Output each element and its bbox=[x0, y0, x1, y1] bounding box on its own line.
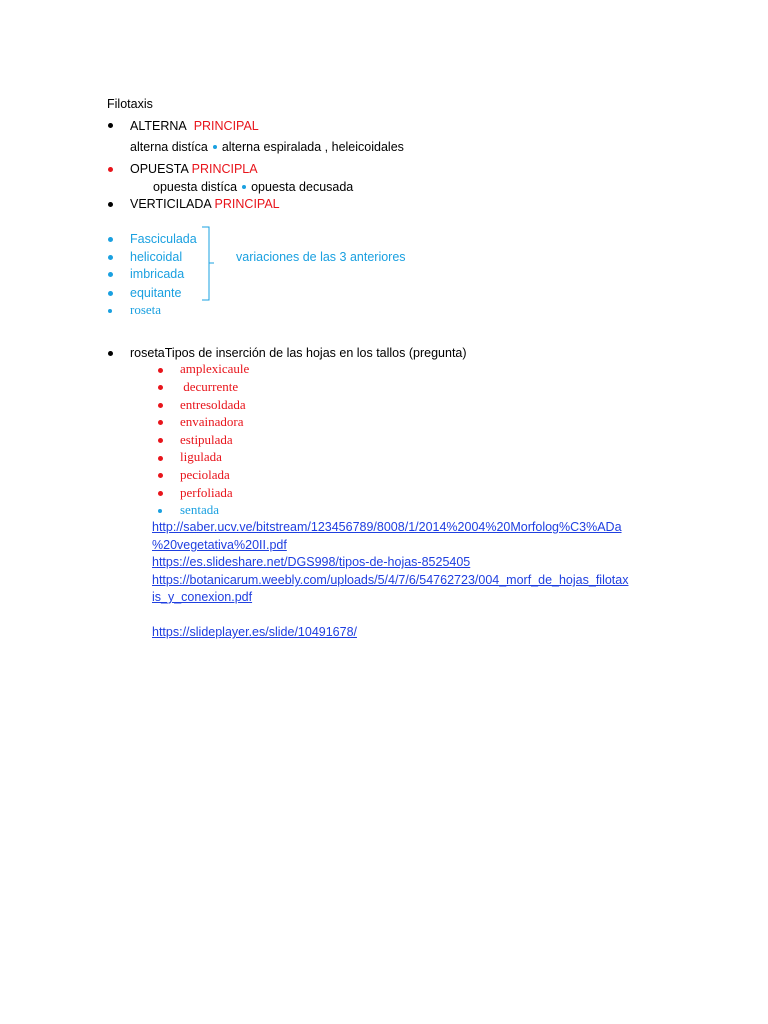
link-slideplayer[interactable] bbox=[152, 624, 357, 640]
bullet-icon bbox=[108, 255, 113, 260]
opuesta-decusada: opuesta decusada bbox=[251, 180, 354, 194]
alterna-distica: alterna distíca bbox=[130, 140, 208, 154]
variation-item: Fasciculada bbox=[130, 232, 197, 246]
bullet-icon bbox=[158, 509, 162, 513]
insercion-item: envainadora bbox=[180, 414, 244, 429]
bullet-icon bbox=[108, 351, 113, 356]
alterna-espiralada: alterna espiralada , heleicoidales bbox=[221, 140, 404, 154]
roseta-item: roseta bbox=[130, 302, 162, 317]
bullet-icon bbox=[108, 167, 113, 172]
alterna-tag: PRINCIPAL bbox=[193, 119, 259, 133]
opuesta-subtypes bbox=[153, 179, 353, 195]
bullet-icon bbox=[158, 456, 163, 461]
link-botanicarum-cont[interactable] bbox=[152, 589, 252, 605]
insercion-heading: rosetaTipos de inserción de las hojas en los tallos (pregunta) bbox=[130, 346, 467, 360]
bullet-icon bbox=[158, 491, 163, 496]
verticilada-line bbox=[130, 196, 280, 212]
bullet-icon bbox=[108, 291, 113, 296]
alterna-subtypes bbox=[130, 139, 404, 155]
variation-item: imbricada bbox=[130, 267, 185, 281]
alterna-label: ALTERNA bbox=[130, 119, 187, 133]
link-text[interactable]: is_y_conexion.pdf bbox=[152, 590, 253, 604]
opuesta-distica: opuesta distíca bbox=[153, 180, 238, 194]
bullet-icon bbox=[213, 145, 217, 149]
verticilada-label: VERTICILADA bbox=[130, 197, 212, 211]
link-saber-ucv[interactable] bbox=[152, 519, 622, 535]
variation-note: variaciones de las 3 anteriores bbox=[236, 250, 406, 264]
variation-item: equitante bbox=[130, 286, 182, 300]
bullet-icon bbox=[108, 272, 113, 277]
bullet-icon bbox=[108, 202, 113, 207]
verticilada-tag: PRINCIPAL bbox=[214, 197, 280, 211]
link-text[interactable]: %20vegetativa%20II.pdf bbox=[152, 538, 287, 552]
insercion-item: ligulada bbox=[180, 449, 222, 464]
bullet-icon bbox=[158, 368, 163, 373]
link-saber-ucv-cont[interactable] bbox=[152, 537, 287, 553]
document-title: Filotaxis bbox=[107, 97, 153, 111]
link-slideshare[interactable] bbox=[152, 554, 470, 570]
insercion-item: estipulada bbox=[180, 432, 233, 447]
bullet-icon bbox=[158, 385, 163, 390]
link-text[interactable]: https://botanicarum.weebly.com/uploads/5/4/7/6/54762723/004_morf_de_hojas_filotax bbox=[152, 573, 629, 587]
insercion-item: decurrente bbox=[180, 379, 239, 394]
insercion-item: entresoldada bbox=[180, 397, 246, 412]
link-text[interactable]: http://saber.ucv.ve/bitstream/123456789/8008/1/2014%2004%20Morfolog%C3%ADa bbox=[152, 520, 622, 534]
link-text[interactable]: https://es.slideshare.net/DGS998/tipos-de-hojas-8525405 bbox=[152, 555, 471, 569]
variation-item: helicoidal bbox=[130, 250, 183, 264]
opuesta-line bbox=[130, 161, 258, 177]
insercion-item: perfoliada bbox=[180, 485, 233, 500]
bullet-icon bbox=[242, 185, 246, 189]
link-text[interactable]: https://slideplayer.es/slide/10491678/ bbox=[152, 625, 357, 639]
insercion-item: amplexicaule bbox=[180, 361, 250, 376]
opuesta-label: OPUESTA bbox=[130, 162, 189, 176]
bullet-icon bbox=[108, 309, 112, 313]
bullet-icon bbox=[108, 237, 113, 242]
insercion-item: peciolada bbox=[180, 467, 230, 482]
bullet-icon bbox=[158, 403, 163, 408]
bracket-icon bbox=[200, 226, 216, 302]
opuesta-tag: PRINCIPLA bbox=[191, 162, 258, 176]
insercion-item-sentada: sentada bbox=[180, 502, 219, 517]
bullet-icon bbox=[158, 438, 163, 443]
alterna-line bbox=[130, 118, 259, 134]
link-botanicarum[interactable] bbox=[152, 572, 628, 588]
bullet-icon bbox=[158, 420, 163, 425]
bullet-icon bbox=[158, 473, 163, 478]
bullet-icon bbox=[108, 123, 113, 128]
